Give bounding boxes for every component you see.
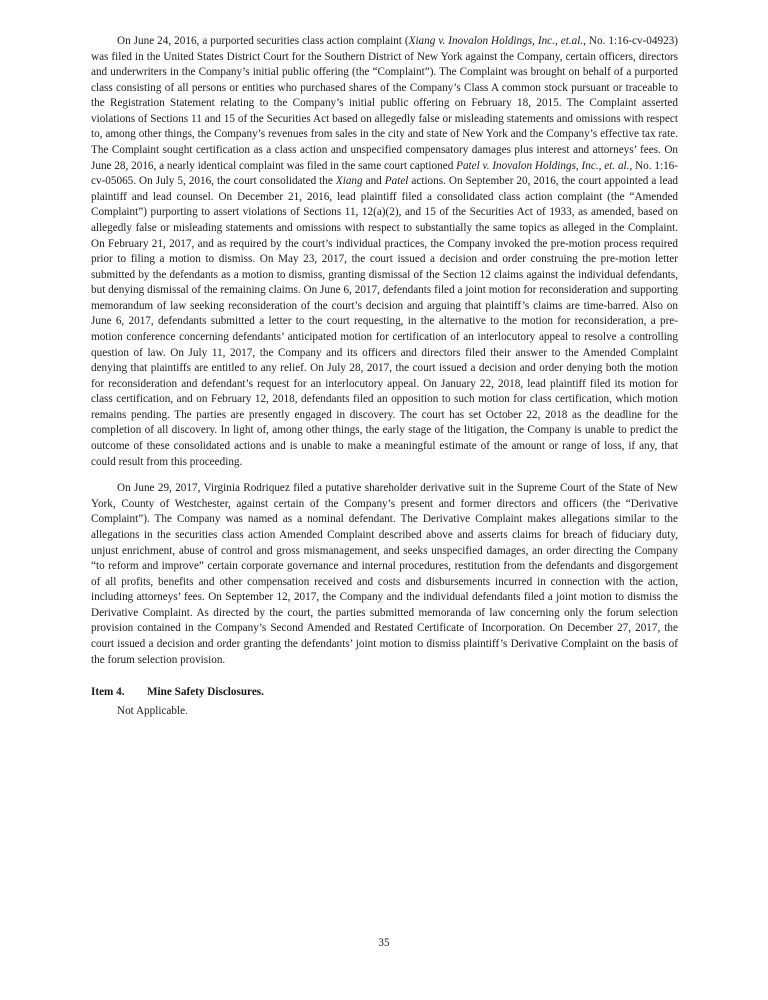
paragraph-derivative-suit bbox=[91, 481, 678, 668]
page-number: 35 bbox=[378, 937, 390, 949]
case-name-italic: Xiang bbox=[335, 175, 363, 188]
text-run: actions. On September 20, 2016, the court appointed a lead plaintiff and lead counsel. On December 21, 2016, lead plaintiff filed a consolidated class action complaint (the “Amended Complaint”) purporting to assert violations of Sections 11, 12(a)(2), and 15 of the Securities Act of 1933, as amended, based on allegedly false or misleading statements and omissions with respect to substantially the same topics as alleged in the Complaint. On February 21, 2017, and as required by the court’s individual practices, the Company invoked the pre-motion process required prior to filing a motion to dismiss. On May 23, 2017, the court issued a decision and order construing the pre-motion letter submitted by the defendants as a motion to dismiss, granting dismissal of the Section 12 claims against the individual defendants, but denying dismissal of the remaining claims. On June 6, 2017, defendants filed a joint motion for reconsideration and supporting memorandum of law seeking reconsideration of the court’s decision and arguing that plaintiff’s claims are time-barred. Also on June 6, 2017, defendants submitted a letter to the court requesting, in the alternative to the motion for reconsideration, a pre-motion conference concerning defendants’ anticipated motion for certification of an interlocutory appeal to resolve a controlling question of law. On July 11, 2017, the Company and its officers and directors filed their answer to the Amended Complaint denying that plaintiffs are entitled to any relief. On July 28, 2017, the court issued a decision and order denying both the motion for reconsideration and defendant’s request for an interlocutory appeal. On January 22, 2018, lead plaintiff filed its motion for class certification, and on February 12, 2018, defendants filed an opposition to such motion for class certification, which motion remains pending. The parties are presently engaged in discovery. The court has set October 22, 2018 as the deadline for the completion of all discovery. In light of, among other things, the early stage of the litigation, the Company is unable to predict the outcome of these consolidated actions and is unable to make a meaningful estimate of the amount or range of loss, if any, that could result from this proceeding. bbox=[91, 175, 678, 468]
case-name-italic: Patel v. Inovalon Holdings, Inc., et. al. bbox=[456, 159, 630, 172]
item4-number: Item 4. bbox=[91, 686, 125, 699]
text-run: , No. 1:16-cv-04923) was filed in the United States District Court for the Southern District of New York against the Company, certain officers, directors and underwriters in the Company’s initial public offering (the “Complaint”). The Complaint was brought on behalf of a purported class consisting of all persons or entities who purchased shares of the Company’s Class A common stock pursuant or traceable to the Registration Statement relating to the Company’s initial public offering on February 18, 2015. The Complaint asserted violations of Sections 11 and 15 of the Securities Act based on allegedly false or misleading statements and omissions with respect to, among other things, the Company’s revenues from sales in the city and state of New York and the Company’s effective tax rate. The Complaint sought certification as a class action and unspecified compensatory damages plus interest and attorneys’ fees. On June 28, 2016, a nearly identical complaint was filed in the same court captioned bbox=[91, 35, 678, 172]
document-body bbox=[91, 34, 678, 719]
text-run: , No. 1:16-cv-05065. On July 5, 2016, the court consolidated the bbox=[91, 159, 678, 188]
text-run: On June 29, 2017, Virginia Rodriquez filed a putative shareholder derivative suit in the Supreme Court of the State of New York, County of Westchester, against certain of the Company’s present and former directors and officers (the “Derivative Complaint”). The Company was named as a nominal defendant. The Derivative Complaint makes allegations similar to the allegations in the securities class action Amended Complaint described above and asserts claims for breach of fiduciary duty, unjust enrichment, abuse of control and gross mismanagement, and seeks unspecified damages, an order directing the Company “to reform and improve” certain corporate governance and internal procedures, restitution from the defendants and disgorgement of all profits, benefits and other compensation received and costs and disbursements incurred in connection with the action, including attorneys’ fees. On September 12, 2017, the Company and the individual defendants filed a joint motion to dismiss the Derivative Complaint. As directed by the court, the parties submitted memoranda of law concerning only the forum selection provision contained in the Company’s Second Amended and Restated Certificate of Incorporation. On December 27, 2017, the court issued a decision and order granting the defendants’ joint motion to dismiss plaintiff’s Derivative Complaint on the basis of the forum selection provision. bbox=[91, 482, 678, 666]
item4-heading bbox=[91, 685, 678, 701]
item4-body: Not Applicable. bbox=[117, 704, 188, 717]
paragraph-securities-class-action bbox=[91, 34, 678, 470]
text-run: On June 24, 2016, a purported securities class action complaint ( bbox=[117, 35, 409, 47]
item4-title: Mine Safety Disclosures. bbox=[147, 686, 264, 699]
case-name-italic: Xiang v. Inovalon Holdings, Inc., et.al. bbox=[408, 35, 584, 47]
text-run: and bbox=[362, 175, 385, 188]
case-name-italic: Patel bbox=[384, 175, 409, 188]
